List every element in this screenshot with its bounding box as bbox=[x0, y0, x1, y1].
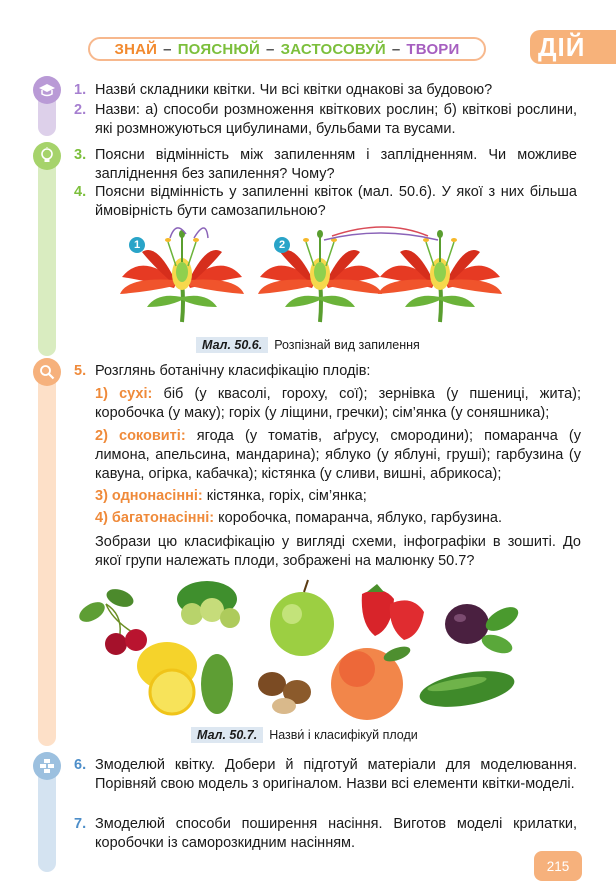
figure-50-7-caption bbox=[191, 725, 418, 745]
question-number: 6. bbox=[74, 757, 87, 773]
classification-label: 2) соковиті: bbox=[95, 428, 186, 444]
classification-task: Зобрази цю класифікацію у вигляді схеми, інфографіки в зошиті. До якої групи належать плоди, зображені на малюнку 50.7? bbox=[95, 534, 581, 569]
gooseberries-image bbox=[177, 581, 240, 628]
classification-dry bbox=[95, 385, 581, 423]
lightbulb-icon bbox=[33, 142, 61, 170]
section-tab-act: ДІЙ bbox=[530, 30, 616, 64]
peach-image bbox=[331, 644, 412, 720]
question-number: 5. bbox=[74, 363, 87, 379]
classification-text: ягода (у томатів, аґрусу, смородини); помаранча (у лимона, апельсина, мандарина); яблуко (у яблуні, груші); гарбузина (у кавуна, огірка, кабачка); кістянка (у сливи, вишні, абрикоса); bbox=[95, 428, 581, 482]
question-number: 3. bbox=[74, 147, 87, 163]
plum-image bbox=[445, 602, 522, 657]
page-number: 215 bbox=[534, 851, 582, 881]
question-text: Змоделюй способи поширення насіння. Виготов моделі крилатки, коробочки із саморозкидним насінням. bbox=[95, 816, 577, 851]
header-item-know: ЗНАЙ bbox=[114, 40, 158, 58]
question-text: Назви: а) способи розмноження квіткових рослин; б) квіткові рослини, які розмножуються цибулинами, бульбами та вусами. bbox=[95, 102, 577, 137]
lemon-image bbox=[137, 642, 233, 714]
question-text: Назви́ складники квітки. Чи всі квітки однакові за будовою? bbox=[95, 82, 493, 98]
question-text: Поясни відмінність між запиленням і заплідненням. Чи можливе запліднення без запилення? Чому? bbox=[95, 147, 577, 182]
classification-text: кістянка, горіх, сім’янка; bbox=[202, 488, 367, 504]
classification-label: 3) однонасінні: bbox=[95, 488, 203, 504]
header-item-explain: ПОЯСНЮЙ bbox=[177, 40, 261, 58]
caption-number: Мал. 50.7. bbox=[191, 727, 263, 743]
header-item-apply: ЗАСТОСОВУЙ bbox=[280, 40, 386, 58]
classification-single-seed bbox=[95, 487, 581, 506]
cherries-image bbox=[76, 586, 147, 655]
header-separator: – bbox=[391, 40, 401, 58]
classification-juicy bbox=[95, 427, 581, 484]
question-number: 7. bbox=[74, 816, 87, 832]
figure-50-6-flowers bbox=[110, 222, 510, 332]
question-number: 2. bbox=[74, 102, 87, 118]
cucumber-image bbox=[417, 665, 517, 713]
magnifier-icon bbox=[33, 358, 61, 386]
side-bar-explain bbox=[38, 142, 56, 356]
header-separator: – bbox=[266, 40, 275, 58]
question-text: Змоделюй квітку. Добери й підготуй матеріали для моделювання. Порівняй свою модель з оригіналом. Назви всі елементи квітки-моделі. bbox=[95, 757, 577, 792]
graduation-cap-icon bbox=[33, 76, 61, 104]
classification-label: 1) сухі: bbox=[95, 386, 153, 402]
header-nav bbox=[88, 37, 486, 61]
classification-multi-seed bbox=[95, 509, 581, 528]
question-text: Розглянь ботанічну класифікацію плодів: bbox=[95, 363, 371, 379]
question-number: 4. bbox=[74, 184, 87, 200]
marker-2: 2 bbox=[274, 237, 290, 253]
header-separator: – bbox=[163, 40, 172, 58]
classification-text: коробочка, помаранча, яблуко, гарбузина. bbox=[214, 510, 503, 526]
figure-50-7-fruits bbox=[72, 574, 532, 724]
caption-text: Назви́ і класифікуй плоди bbox=[269, 728, 418, 742]
caption-number: Мал. 50.6. bbox=[196, 337, 268, 353]
caption-text: Розпізнай вид запилення bbox=[274, 338, 420, 352]
hazelnuts-image bbox=[258, 672, 311, 714]
strawberries-image bbox=[362, 584, 424, 640]
figure-50-6-caption bbox=[196, 335, 420, 355]
side-bar-apply bbox=[38, 358, 56, 746]
building-blocks-icon bbox=[33, 752, 61, 780]
apple-image bbox=[270, 580, 334, 656]
classification-text: біб (у квасолі, гороху, сої); зернівка (у пшениці, жита); коробочка (у маку); горіх (у ліщини, гречки); сім’янка (у соняшника); bbox=[95, 386, 582, 421]
marker-1: 1 bbox=[129, 237, 145, 253]
header-item-create: ТВОРИ bbox=[406, 40, 460, 58]
question-number: 1. bbox=[74, 82, 87, 98]
classification-label: 4) багатонасінні: bbox=[95, 510, 215, 526]
question-text: Поясни відмінність у запиленні квіток (мал. 50.6). У якої з них більша ймовірність бути самозапильною? bbox=[95, 184, 577, 219]
